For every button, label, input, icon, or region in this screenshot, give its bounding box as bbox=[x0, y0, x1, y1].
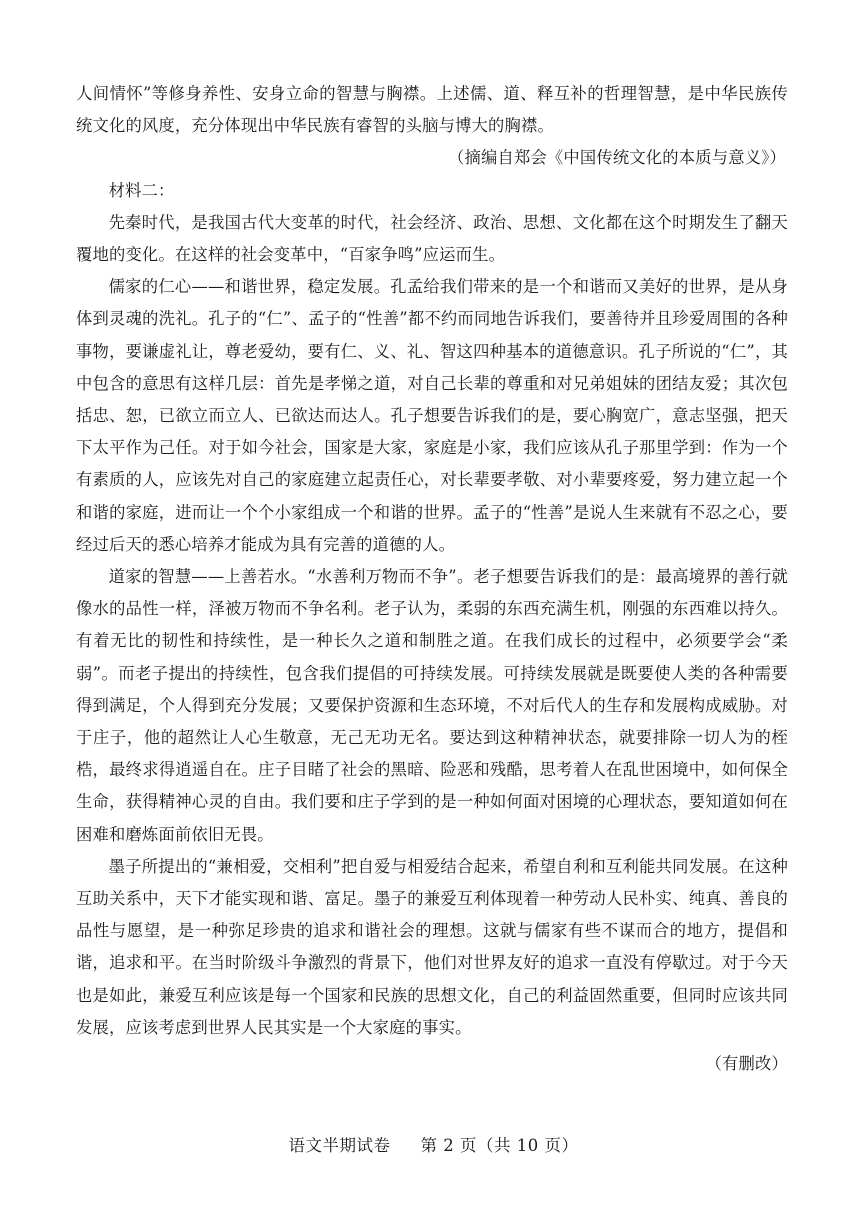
body-paragraph: 先秦时代，是我国古代大变革的时代，社会经济、政治、思想、文化都在这个时期发生了翻天覆地的变化。在这样的社会变革中，“百家争鸣”应运而生。 bbox=[76, 212, 788, 265]
edit-note: （有删改） bbox=[705, 1054, 788, 1074]
intro-paragraph: 人间情怀”等修身养性、安身立命的智慧与胸襟。上述儒、道、释互补的哲理智慧，是中华民族传统文化的风度，充分体现出中华民族有睿智的头脑与博大的胸襟。 bbox=[76, 84, 788, 136]
page-footer bbox=[0, 1132, 867, 1156]
body-paragraph: 道家的智慧——上善若水。“水善利万物而不争”。老子想要告诉我们的是：最高境界的善行就像水的品性一样，泽被万物而不争名利。老子认为，柔弱的东西充满生机，刚强的东西难以持久。有着无比的韧性和持续性，是一种长久之道和制胜之道。在我们成长的过程中，必须要学会“柔弱”。而老子提出的持续性，包含我们提倡的可持续发展。可持续发展就是既要使人类的各种需要得到满足，个人得到充分发展；又要保护资源和生态环境，不对后代人的生存和发展构成威胁。对于庄子，他的超然让人心生敬意，无己无功无名。要达到这种精神状态，就要排除一切人为的桎梏，最终求得逍遥自在。庄子目睹了社会的黑暗、险恶和残酷，思考着人在乱世困境中，如何保全生命，获得精神心灵的自由。我们要和庄子学到的是一种如何面对困境的心理状态，要知道如何在困难和磨炼面前依旧无畏。 bbox=[76, 567, 788, 844]
footer-subject: 语文半期试卷 bbox=[288, 1136, 391, 1155]
body-paragraph: 儒家的仁心——和谐世界，稳定发展。孔孟给我们带来的是一个和谐而又美好的世界，是从身体到灵魂的洗礼。孔子的“仁”、孟子的“性善”都不约而同地告诉我们，要善待并且珍爱周围的各种事物，要谦虚礼让，尊老爱幼，要有仁、义、礼、智这四种基本的道德意识。孔子所说的“仁”，其中包含的意思有这样几层：首先是孝悌之道，对自己长辈的尊重和对兄弟姐妹的团结友爱；其次包括忠、恕，已欲立而立人、已欲达而达人。孔子想要告诉我们的是，要心胸宽广，意志坚强，把天下太平作为己任。对于如今社会，国家是大家，家庭是小家，我们应该从孔子那里学到：作为一个有素质的人，应该先对自己的家庭建立起责任心，对长辈要孝敬、对小辈要疼爱，努力建立起一个和谐的家庭，进而让一个个小家组成一个和谐的世界。孟子的“性善”是说人生来就有不忍之心，要经过后天的悉心培养才能成为具有完善的道德的人。 bbox=[76, 277, 788, 554]
footer-page-info: 第 2 页（共 10 页） bbox=[420, 1136, 579, 1155]
intro-source-citation: （摘编自郑会《中国传统文化的本质与意义》） bbox=[448, 148, 786, 168]
material-two-heading: 材料二： bbox=[108, 180, 175, 200]
body-paragraph: 墨子所提出的“兼相爱，交相利”把自爱与相爱结合起来，希望自利和互利能共同发展。在这种互助关系中，天下才能实现和谐、富足。墨子的兼爱互利体现着一种劳动人民朴实、纯真、善良的品性与愿望，是一种弥足珍贵的追求和谐社会的理想。这就与儒家有些不谋而合的地方，提倡和谐，追求和平。在当时阶级斗争激烈的背景下，他们对世界友好的追求一直没有停歇过。对于今天也是如此，兼爱互利应该是每一个国家和民族的思想文化，自己的利益固然重要，但同时应该共同发展，应该考虑到世界人民其实是一个大家庭的事实。 bbox=[76, 856, 788, 1037]
document-body bbox=[76, 78, 788, 1080]
